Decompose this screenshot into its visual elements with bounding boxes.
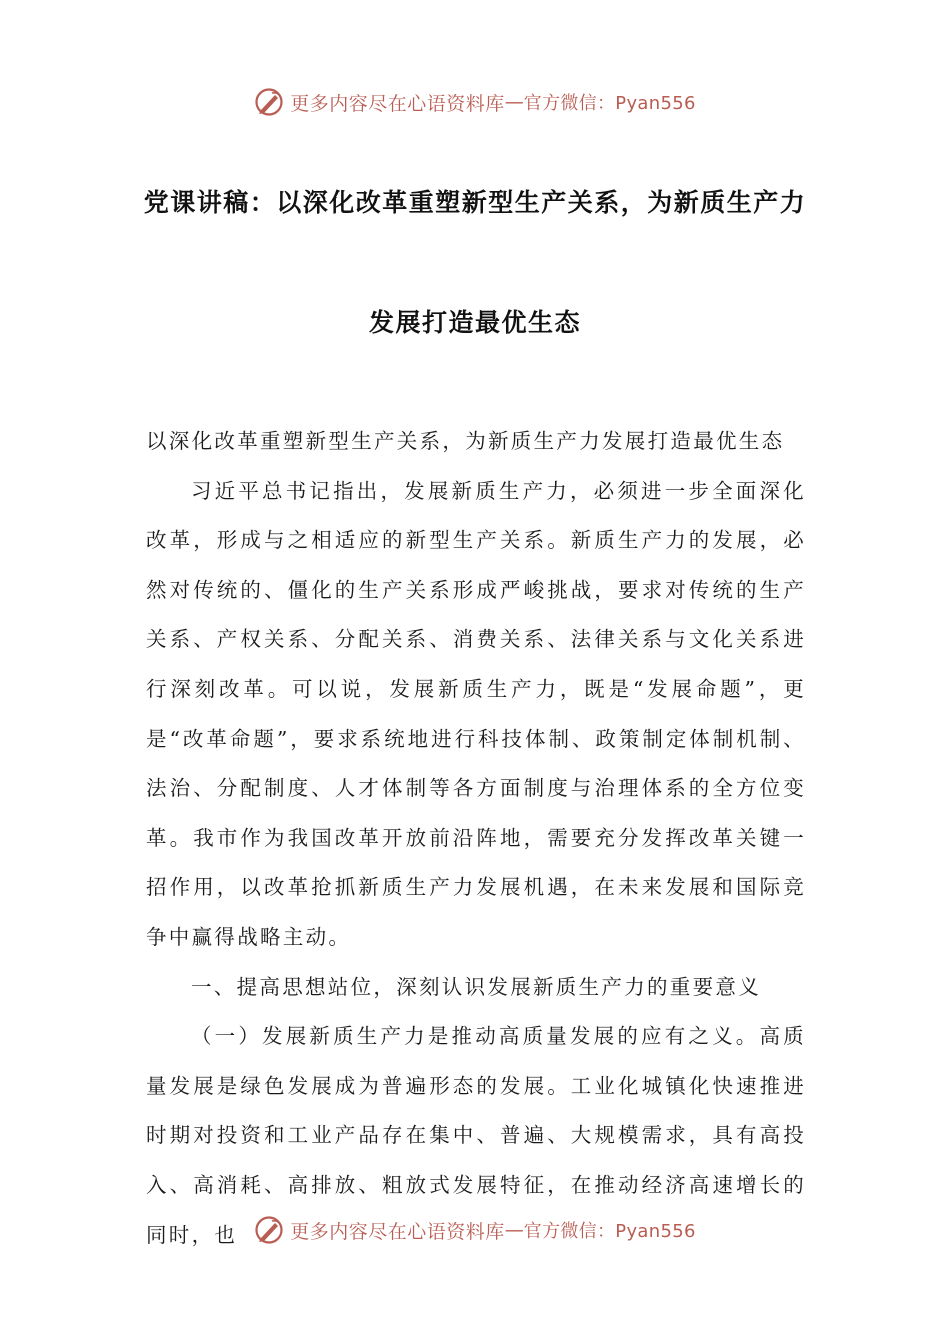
pen-logo-icon xyxy=(254,87,284,117)
pen-logo-icon xyxy=(254,1215,284,1245)
watermark-dash: — xyxy=(504,91,524,113)
paragraph-section-1-1: （一）发展新质生产力是推动高质量发展的应有之义。高质量发展是绿色发展成为普遍形态的发展。工业化城镇化快速推进时期对投资和工业产品存在集中、普遍、大规模需求，具有高投入、高消耗、高排放、粗放式发展特征，在推动经济高速增长的同时，也 xyxy=(146,1024,806,1247)
section-heading-1: 一、提高思想站位，深刻认识发展新质生产力的重要意义 xyxy=(191,974,761,999)
watermark-banner-top xyxy=(0,82,950,122)
watermark-text: 更多内容尽在心语资料库 xyxy=(290,92,505,115)
watermark-contact: 官方微信：Pyan556 xyxy=(523,1221,696,1242)
watermark-contact: 官方微信：Pyan556 xyxy=(523,93,696,114)
watermark-dash: — xyxy=(504,1219,524,1241)
document-body xyxy=(146,417,806,1260)
document-title-line-2: 发展打造最优生态 xyxy=(368,308,581,337)
paragraph-intro: 习近平总书记指出，发展新质生产力，必须进一步全面深化改革，形成与之相适应的新型生产关系。新质生产力的发展，必然对传统的、僵化的生产关系形成严峻挑战，要求对传统的生产关系、产权关系、分配关系、消费关系、法律关系与文化关系进行深刻改革。可以说，发展新质生产力，既是“发展命题”，更是“改革命题”，要求系统地进行科技体制、政策制定体制机制、法治、分配制度、人才体制等各方面制度与治理体系的全方位变革。我市作为我国改革开放前沿阵地，需要充分发挥改革关键一招作用，以改革抢抓新质生产力发展机遇，在未来发展和国际竞争中赢得战略主动。 xyxy=(146,478,806,949)
paragraph-subtitle: 以深化改革重塑新型生产关系，为新质生产力发展打造最优生态 xyxy=(146,429,785,453)
watermark-text: 更多内容尽在心语资料库 xyxy=(290,1220,505,1243)
document-title-line-1: 党课讲稿：以深化改革重塑新型生产关系，为新质生产力 xyxy=(143,188,807,217)
watermark-banner-bottom xyxy=(0,1210,950,1250)
